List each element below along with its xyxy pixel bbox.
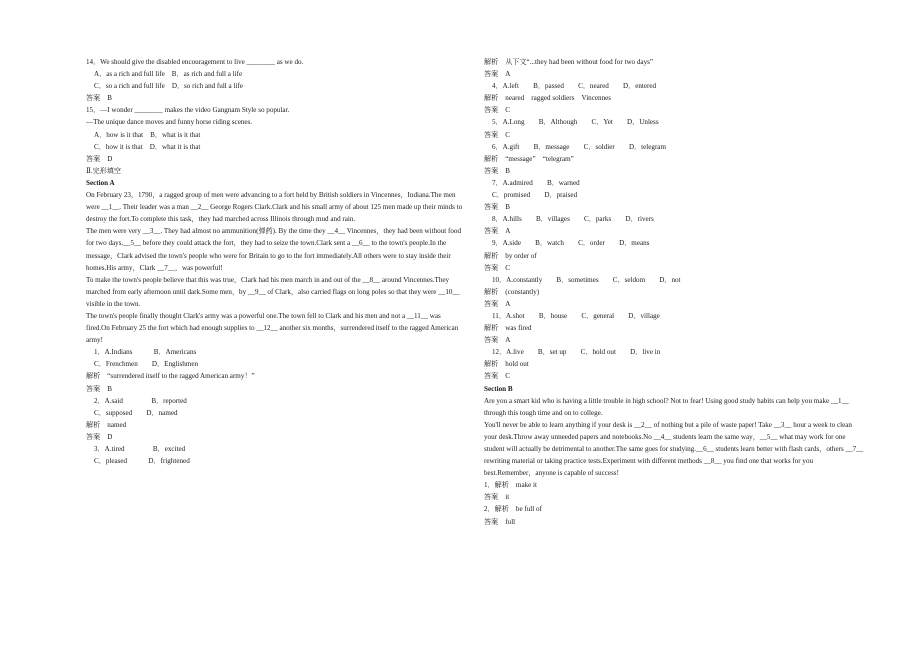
left-text-line: A．as a rich and full life B．as rich and full a life (94, 70, 243, 79)
left-text-line: 15．—I wonder ________ makes the video Gangnam Style so popular. (86, 106, 290, 115)
right-text-line: 解析 neared ragged soldiers Vincennes (484, 94, 612, 103)
left-text-line: Section A (86, 178, 115, 187)
right-text-line: 10．A.constantly B．sometimes C．seldom D．not (492, 275, 681, 284)
left-text-line: C．Frenchmen D．Englishmen (94, 360, 199, 369)
right-text-line: 11．A.shot B．house C．general D．village (492, 311, 660, 320)
left-text-line: C．so a rich and full life D．so rich and full a life (94, 82, 243, 91)
right-text-line: 答案 A (484, 336, 511, 345)
right-text-line: 答案 C (484, 372, 511, 381)
left-text-line: 答案 D (86, 154, 113, 163)
right-text-line: 4．A.left B．passed C．neared D．entered (492, 82, 657, 91)
right-text-line: Section B (484, 384, 513, 393)
left-text-line: 解析 “surrendered itself to the ragged American army！” (86, 372, 255, 381)
right-text-line: 解析 “message” “telegram” (484, 154, 574, 163)
right-text-line: 答案 C (484, 106, 511, 115)
right-text-line: 答案 it (484, 493, 510, 502)
left-text-line: C．how it is that D．what it is that (94, 142, 201, 151)
right-column (484, 56, 864, 528)
right-text-line: 5．A.Long B．Although C．Yet D．Unless (492, 118, 659, 127)
right-text-line: 9．A.side B．watch C．order D．means (492, 239, 650, 248)
left-text-line: On February 23，1790，a ragged group of men were advancing to a fort held by British soldiers in Vincennes，Indiana.The men were __1__. Their leader was a man __2__ George Rogers Clark.Clark and his small army of about 125 men made up their minds to destroy the fort.To complete this task，they had marched across Illinois through mud and rain. (86, 191, 463, 224)
right-text-line: 解析 (constantly) (484, 287, 540, 296)
right-text-line: 答案 A (484, 227, 511, 236)
right-text-line: 答案 C (484, 130, 511, 139)
right-text-line: 答案 B (484, 203, 511, 212)
left-column (86, 56, 466, 467)
right-text-line: 答案 B (484, 166, 511, 175)
right-text-line: 答案 A (484, 299, 511, 308)
right-text-line: 解析 hold out (484, 360, 529, 369)
right-text-line: 解析 was fired (484, 324, 532, 333)
right-text-line: 解析 by order of (484, 251, 537, 260)
left-text-line: A．how is it that B．what is it that (94, 130, 201, 139)
left-text-line: To make the town's people believe that this was true，Clark had his men march in and out of the __8__ around Vincennes.They marched from early afternoon until dark.Some men，by __9__ of Clark，also carried flags on long poles so that they were __10__ visible in the town. (86, 275, 460, 308)
left-text-line: 1．A.Indians B．Americans (94, 348, 197, 357)
right-text-line: 12．A.live B．set up C．hold out D．live in (492, 348, 661, 357)
right-text-line: C．promised D．praised (492, 191, 578, 200)
right-text-line: 7．A.admired B．warned (492, 178, 580, 187)
left-text-line: 14．We should give the disabled encouragement to live ________ as we do. (86, 58, 304, 66)
right-text-line: 解析 从下文“...they had been without food for two days” (484, 58, 654, 66)
right-text-line: 1．解析 make it (484, 481, 537, 490)
right-text-line: 答案 C (484, 263, 511, 272)
left-text-line: 3．A.tired B．excited (94, 445, 186, 453)
left-text-line: The men were very __3__. They had almost no ammunition(弹药). By the time they __4__ Vincennes，they had been without food for two days.__5__ before they could attack the fort，they had to seize the town.Clark sent a __6__ to the town's people.In the message，Clark advised the town's people who were for Britain to go to the fort immediately.All others were to stay inside their homes.His army，Clark __7__，was powerful! (86, 227, 462, 272)
left-text-line: 2．A.said B．reported (94, 396, 187, 405)
right-text-line: 2．解析 be full of (484, 505, 542, 514)
right-text-line: You'll never be able to learn anything if your desk is __2__ of nothing but a pile of waste paper! Take __3__ hour a week to clean your desk.Throw away unneeded papers and notebooks.No __4__ students learn the same way，__5__ what may work for one student will actually be detrimental to another.The same goes for studying.__6__ students learn better with flash cards，others __7__ rewriting material or taking practice tests.Experiment with different methods __8__ you find one that works for you best.Remember，anyone is capable of success! (484, 420, 864, 478)
right-text-line: 6．A.gift B．message C．soldier D．telegram (492, 142, 666, 151)
left-text-line: 答案 D (86, 432, 113, 441)
right-text-line: Are you a smart kid who is having a little trouble in high school? Not to fear! Using good study habits can help you make __1__ through this tough time and on to college. (484, 396, 849, 417)
right-text-line: 答案 A (484, 70, 511, 79)
left-text-line: Ⅱ.完形填空 (86, 166, 121, 175)
right-text-line: 答案 full (484, 517, 516, 526)
left-text-line: 答案 B (86, 384, 113, 393)
right-text-line: 8．A.hills B．villages C．parks D．rivers (492, 215, 654, 224)
left-text-line: The town's people finally thought Clark's army was a powerful one.The town fell to Clark and his men and not a __11__ was fired.On February 25 the fort which had enough supplies to __12__ another six months，surrendered itself to the ragged American army! (86, 311, 459, 345)
left-text-line: C．supposed D．named (94, 408, 178, 417)
left-text-line: —The unique dance moves and funny horse riding scenes. (86, 118, 253, 127)
left-text-line: 解析 named (86, 420, 127, 429)
left-text-line: 答案 B (86, 94, 113, 103)
left-text-line: C．pleased D．frightened (94, 457, 190, 466)
